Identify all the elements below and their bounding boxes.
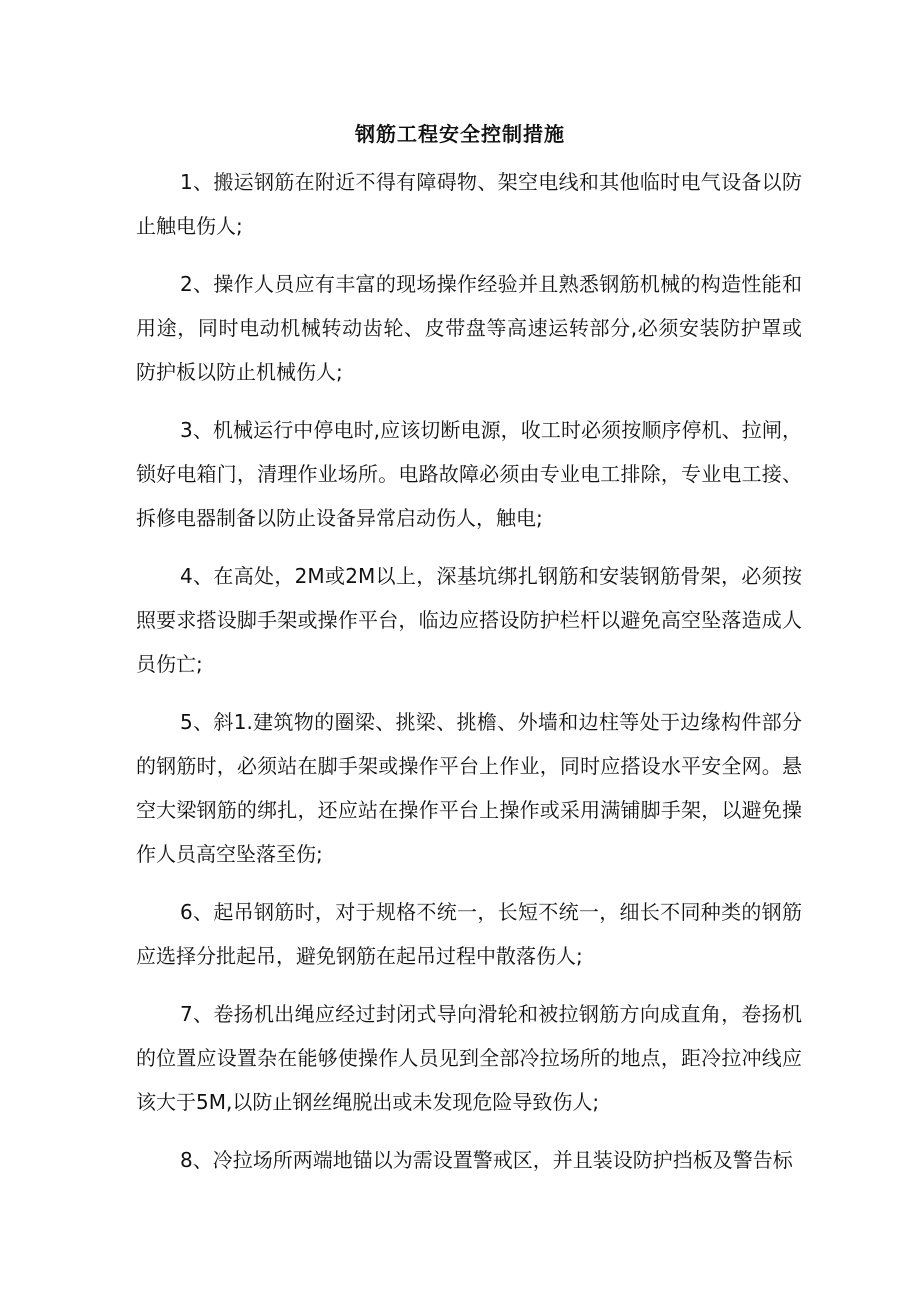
paragraph-6: 6、起吊钢筋时，对于规格不统一，长短不统一，细长不同种类的钢筋应选择分批起吊，避免钢筋在起吊过程中散落伤人; [136,900,802,968]
document-body [136,160,802,1196]
paragraph-2: 2、操作人员应有丰富的现场操作经验并且熟悉钢筋机械的构造性能和用途，同时电动机械转动齿轮、皮带盘等高速运转部分,必须安装防护罩或防护板以防止机械伤人; [136,272,802,384]
paragraph-8: 8、冷拉场所两端地锚以为需设置警戒区，并且装设防护挡板及警告标 [180,1148,793,1172]
paragraph-7: 7、卷扬机出绳应经过封闭式导向滑轮和被拉钢筋方向成直角，卷扬机的位置应设置杂在能够使操作人员见到全部冷拉场所的地点，距冷拉冲线应该大于5M,以防止钢丝绳脱出或未发现危险导致伤人; [136,1002,802,1114]
paragraph-5: 5、斜1.建筑物的圈梁、挑梁、挑檐、外墙和边柱等处于边缘构件部分的钢筋时，必须站在脚手架或操作平台上作业，同时应搭设水平安全网。悬空大梁钢筋的绑扎，还应站在操作平台上操作或采用满铺脚手架，以避免操作人员高空坠落至伤; [136,710,802,866]
paragraph-1: 1、搬运钢筋在附近不得有障碍物、架空电线和其他临时电气设备以防止触电伤人; [136,170,802,238]
paragraph-3: 3、机械运行中停电时,应该切断电源，收工时必须按顺序停机、拉闸，锁好电箱门，清理作业场所。电路故障必须由专业电工排除，专业电工接、拆修电器制备以防止设备异常启动伤人，触电; [136,418,802,530]
document-title: 钢筋工程安全控制措施 [355,122,565,146]
paragraph-4: 4、在高处，2M或2M以上，深基坑绑扎钢筋和安装钢筋骨架，必须按照要求搭设脚手架或操作平台，临边应搭设防护栏杆以避免高空坠落造成人员伤亡; [136,564,802,676]
